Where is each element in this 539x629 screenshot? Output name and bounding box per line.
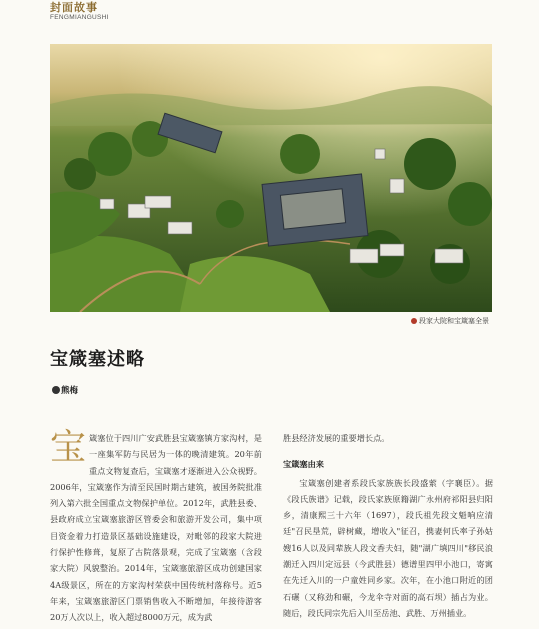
article-author	[52, 384, 78, 396]
section-subheading: 宝箴塞由来	[283, 459, 324, 470]
fortress	[262, 174, 368, 246]
article-column-left	[50, 427, 262, 626]
origin-paragraph: 宝箴塞创建者系段氏家族族长段盛萦（字襄臣）。据《段氏族谱》记载，段氏家族原籍湖广永州府祁阳县归阳乡，清康熙三十六年（1697），段氏祖先段文魁响应清廷"召民垦荒，辟树藏，增收入"征召，携妻何氏率子孙姑嫂16人以及同辈族人段文香夫妇，随"湖广填四川"移民浪潮迁入四川定远县（今武胜县）德谱里四甲小池口，寄寓在先迁入川的一户童姓同乡家。次年，在小池口附近的团石碾（又称劲和碾，今龙伞寺对面的高石坝）插占为业。随后，段氏同宗先后入川至岳池、武胜、万州插业。	[283, 477, 493, 618]
aerial-photo-illustration	[50, 44, 492, 312]
article-title: 宝箴塞述略	[50, 349, 145, 370]
drop-cap: 宝	[50, 427, 87, 468]
photo-caption	[411, 316, 489, 326]
aerial-photo	[50, 44, 492, 312]
article-column-right	[283, 430, 493, 621]
author-name: 熊梅	[61, 386, 79, 396]
intro-paragraph	[50, 427, 262, 626]
section-header	[50, 2, 109, 22]
continued-text: 胜县经济发展的重要增长点。	[283, 433, 390, 443]
photo-caption-text: 段家大院和宝箴塞全景	[419, 317, 489, 325]
section-title-pinyin: FENGMIANGUSHI	[50, 14, 109, 21]
caption-bullet-icon	[411, 318, 417, 324]
section-title: 封面故事	[50, 1, 98, 14]
author-bullet-icon	[52, 386, 60, 394]
intro-text: 箴塞位于四川广安武胜县宝箴塞镇方家沟村，是一座集军防与民居为一体的晚清建筑。20年前重点文物复查后，宝箴塞才逐渐进入公众视野。2006年，宝箴塞作为清至民国时期古建筑，被国务院批准列入第六批全国重点文物保护单位。2012年，武胜县委、县政府成立宝箴塞旅游区管委会和旅游开发公司，集中项目资金着力打造景区基础设施建设，对毗邻的段家大院进行保护性修葺，复原了古院落景观，完成了宝箴塞（含段家大院）风貌整治。2014年，宝箴塞旅游区成功创建国家4A级景区，所在的方家沟村荣获中国传统村落称号。近5年来，宝箴塞旅游区门票销售收入不断增加，年接待游客20万人次以上，收入超过8000万元，成为武	[50, 433, 262, 623]
